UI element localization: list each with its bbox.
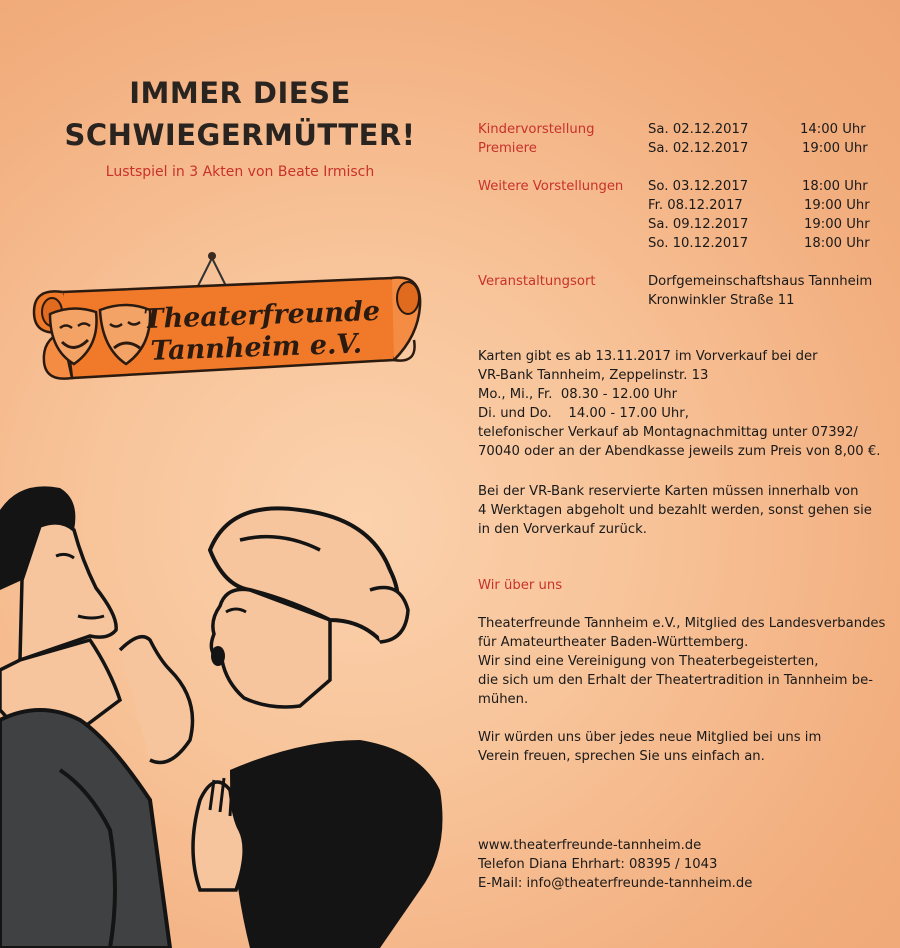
about-paragraph-1 [478, 614, 888, 709]
contact-info [478, 836, 888, 893]
schedule-date: Fr. 08.12.2017 [648, 198, 743, 213]
flyer-title [40, 72, 440, 156]
reservation-line: in den Vorverkauf zurück. [478, 522, 647, 537]
about-paragraph-2 [478, 728, 888, 766]
schedule-date: Sa. 09.12.2017 [648, 217, 749, 232]
schedule-label: Premiere [478, 141, 537, 156]
schedule-time: 19:00 Uhr [804, 198, 870, 213]
flyer-subtitle: Lustspiel in 3 Akten von Beate Irmisch [105, 164, 375, 180]
ticket-line: VR-Bank Tannheim, Zeppelinstr. 13 [478, 368, 709, 383]
schedule-time: 14:00 Uhr [800, 122, 866, 137]
ticket-line: 70040 oder an der Abendkasse jeweils zum Preis von 8,00 €. [478, 444, 881, 459]
ticket-line: Karten gibt es ab 13.11.2017 im Vorverkauf bei der [478, 349, 818, 364]
reservation-info [478, 482, 888, 539]
schedule-time: 18:00 Uhr [804, 236, 870, 251]
about-line: die sich um den Erhalt der Theatertradition in Tannheim be- [478, 673, 873, 688]
schedule-label: Kindervorstellung [478, 122, 595, 137]
logo-text [143, 296, 382, 368]
schedule-date: Sa. 02.12.2017 [648, 122, 749, 137]
schedule-time: 18:00 Uhr [802, 179, 868, 194]
title-line-2: SCHWIEGERMÜTTER! [64, 118, 416, 152]
website-link[interactable]: www.theaterfreunde-tannheim.de [478, 838, 702, 853]
logo-line-1: Theaterfreunde [142, 295, 381, 336]
title-line-1: IMMER DIESE [129, 76, 351, 110]
ticket-line: Di. und Do. 14.00 - 17.00 Uhr, [478, 406, 689, 421]
theaterfreunde-logo [22, 240, 442, 415]
schedule-label: Weitere Vorstellungen [478, 179, 624, 194]
venue-address: Kronwinkler Straße 11 [648, 293, 795, 308]
email-link[interactable]: E-Mail: info@theaterfreunde-tannheim.de [478, 876, 753, 891]
about-line: Wir sind eine Vereinigung von Theaterbegeisterten, [478, 654, 819, 669]
ticket-line: Mo., Mi., Fr. 08.30 - 12.00 Uhr [478, 387, 678, 402]
about-line: Wir würden uns über jedes neue Mitglied bei uns im [478, 730, 822, 745]
phone-number: Telefon Diana Ehrhart: 08395 / 1043 [478, 857, 718, 872]
ticket-info [478, 347, 888, 461]
schedule-date: So. 03.12.2017 [648, 179, 749, 194]
about-line: Theaterfreunde Tannheim e.V., Mitglied des Landesverbandes [478, 616, 886, 631]
venue-label: Veranstaltungsort [478, 274, 596, 289]
schedule-date: Sa. 02.12.2017 [648, 141, 749, 156]
schedule-time: 19:00 Uhr [804, 217, 870, 232]
reservation-line: Bei der VR-Bank reservierte Karten müssen innerhalb von [478, 484, 859, 499]
couple-illustration [0, 470, 460, 948]
about-line: für Amateurtheater Baden-Württemberg. [478, 635, 749, 650]
about-line: mühen. [478, 692, 529, 707]
venue-name: Dorfgemeinschaftshaus Tannheim [648, 274, 873, 289]
schedule-date: So. 10.12.2017 [648, 236, 749, 251]
reservation-line: 4 Werktagen abgeholt und bezahlt werden, sonst gehen sie [478, 503, 872, 518]
schedule-time: 19:00 Uhr [802, 141, 868, 156]
ticket-line: telefonischer Verkauf ab Montagnachmittag unter 07392/ [478, 425, 858, 440]
about-line: Verein freuen, sprechen Sie uns einfach an. [478, 749, 765, 764]
about-heading: Wir über uns [478, 578, 563, 593]
logo-line-2: Tannheim e.V. [150, 328, 363, 367]
